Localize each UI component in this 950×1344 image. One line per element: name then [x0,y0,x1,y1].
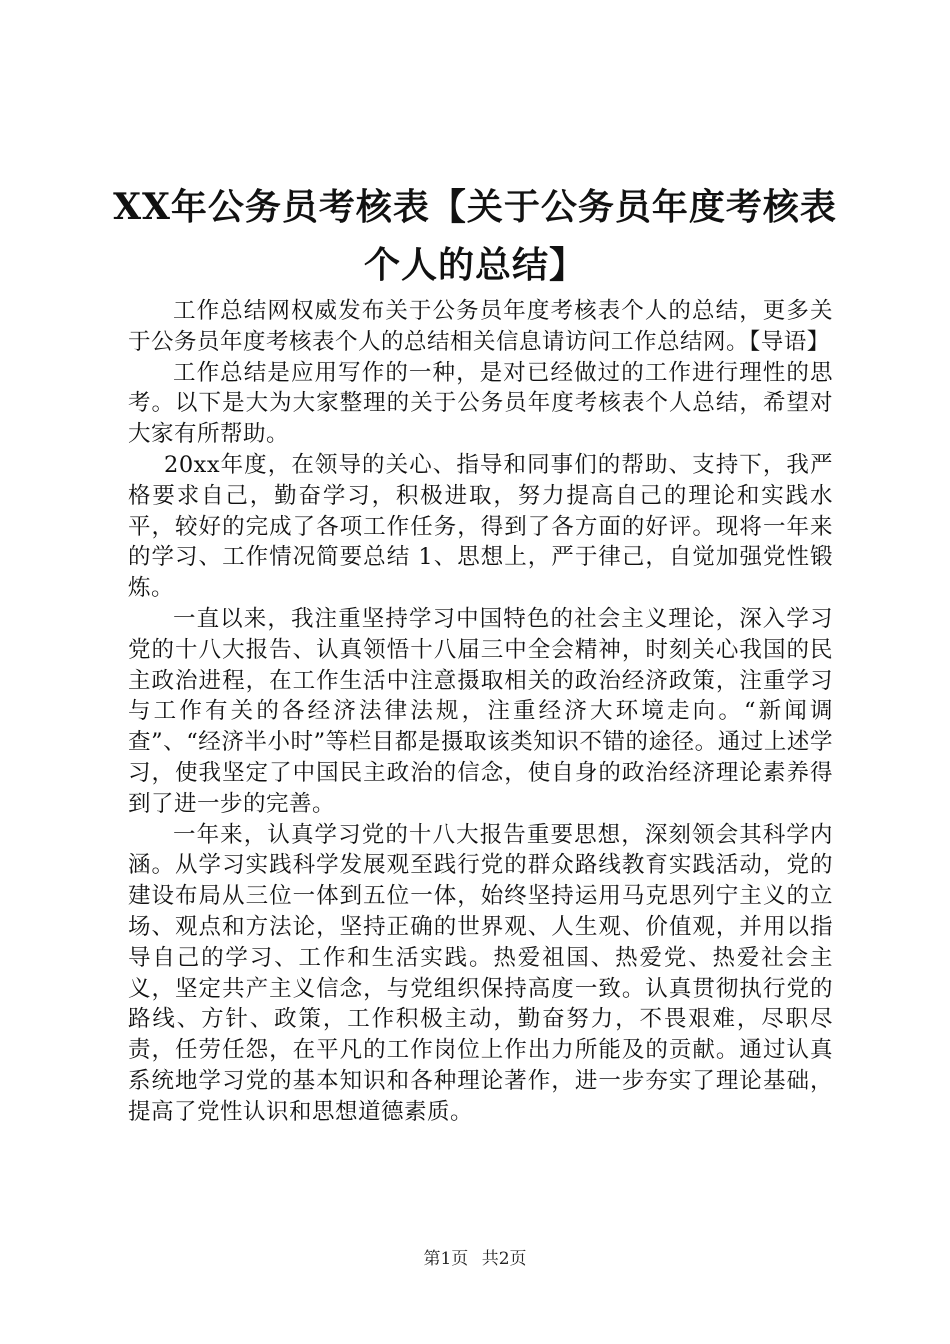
page-number: 第1页 [423,1249,469,1269]
paragraph-preface: 工作总结是应用写作的一种，是对已经做过的工作进行理性的思考。以下是大为大家整理的关于公务员年度考核表个人总结，希望对大家有所帮助。 [128,359,833,448]
document-title [110,178,840,294]
page-footer [0,1244,950,1269]
paragraph-intro: 工作总结网权威发布关于公务员年度考核表个人的总结，更多关于公务员年度考核表个人的总结相关信息请访问工作总结网。【导语】 [128,298,833,355]
document-body [128,296,833,1128]
title-line-1: XX年公务员考核表【关于公务员年度考核表 [113,186,837,228]
title-line-2: 个人的总结】 [363,244,586,286]
page-count: 共2页 [481,1249,527,1269]
paragraph-theory-study: 一直以来，我注重坚持学习中国特色的社会主义理论，深入学习党的十八大报告、认真领悟十八届三中全会精神，时刻关心我国的民主政治进程，在工作生活中注意摄取相关的政治经济政策，注重学习与工作有关的各经济法律法规，注重经济大环境走向。“新闻调查”、“经济半小时”等栏目都是摄取该类知识不错的途径。通过上述学习，使我坚定了中国民主政治的信念，使自身的政治经济理论素养得到了进一步的完善。 [128,605,833,817]
paragraph-year-summary: 20xx年度，在领导的关心、指导和同事们的帮助、支持下，我严格要求自己，勤奋学习，积极进取，努力提高自己的理论和实践水平，较好的完成了各项工作任务，得到了各方面的好评。现将一年来的学习、工作情况简要总结 1、思想上，严于律己，自觉加强党性锻炼。 [128,451,833,602]
paragraph-party-study: 一年来，认真学习党的十八大报告重要思想，深刻领会其科学内涵。从学习实践科学发展观至践行党的群众路线教育实践活动，党的建设布局从三位一体到五位一体，始终坚持运用马克思列宁主义的立场、观点和方法论，坚持正确的世界观、人生观、价值观，并用以指导自己的学习、工作和生活实践。热爱祖国、热爱党、热爱社会主义，坚定共产主义信念，与党组织保持高度一致。认真贯彻执行党的路线、方针、政策，工作积极主动，勤奋努力，不畏艰难，尽职尽责，任劳任怨，在平凡的工作岗位上作出力所能及的贡献。通过认真系统地学习党的基本知识和各种理论著作，进一步夯实了理论基础，提高了党性认识和思想道德素质。 [128,821,833,1125]
